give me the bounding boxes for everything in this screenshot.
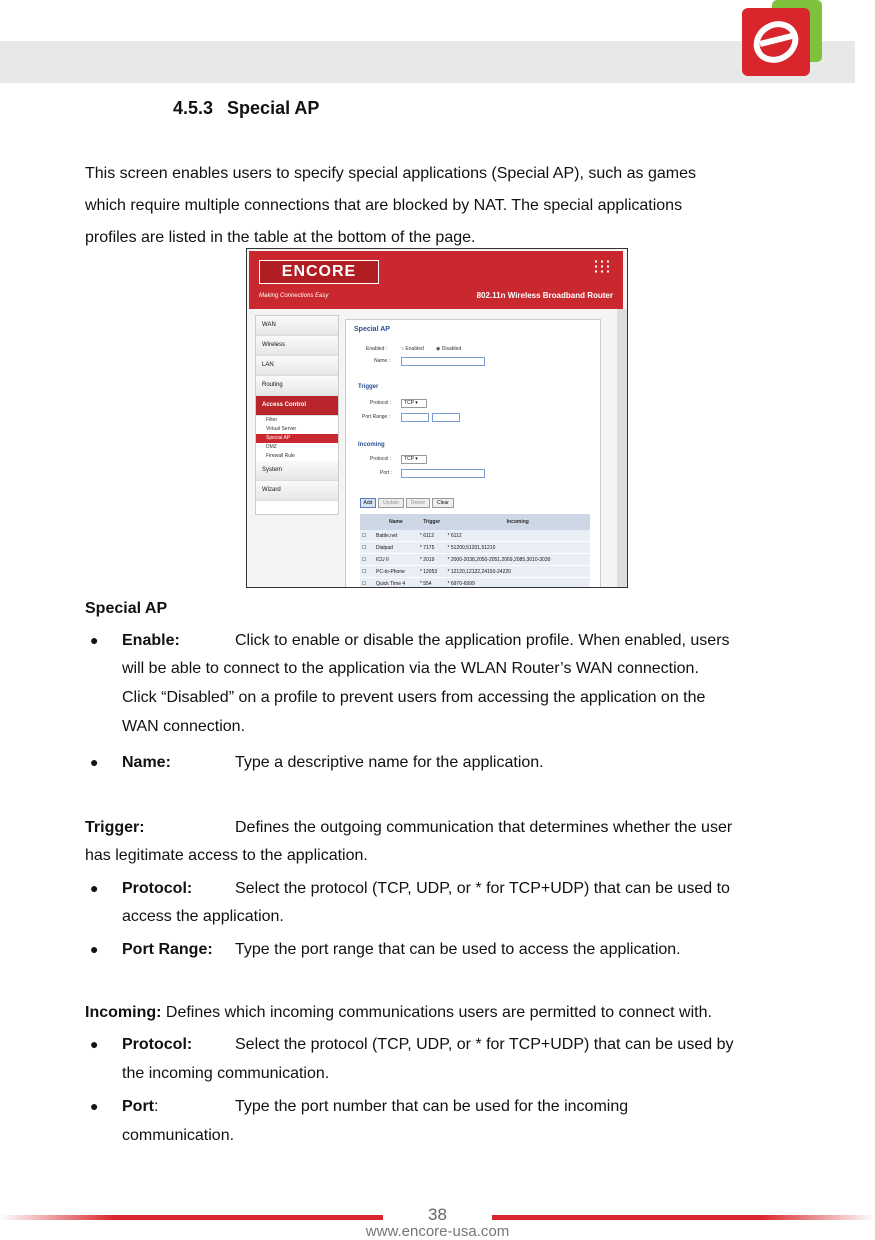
trigger-protocol-select[interactable]: TCP ▾ bbox=[401, 399, 427, 408]
port-range-end-input[interactable] bbox=[432, 413, 460, 422]
bullet-icon: ● bbox=[90, 880, 99, 896]
enable-line-3: Click “Disabled” on a profile to prevent users from accessing the application on the bbox=[122, 689, 706, 706]
bullet-icon: ● bbox=[90, 754, 99, 770]
port-cont: communication. bbox=[122, 1127, 235, 1144]
enable-line-4: WAN connection. bbox=[122, 718, 246, 735]
trigger-cont: has legitimate access to the application. bbox=[85, 847, 368, 864]
incoming-item bbox=[85, 999, 712, 1027]
trigger-protocol-cont: access the application. bbox=[122, 908, 284, 925]
table-row[interactable]: ☐ ICU II * 2019 * 2000-2038,2050-2051,2069,2085,3010-3030 bbox=[360, 554, 590, 566]
intro-line-2: which require multiple connections that are blocked by NAT. The special applications bbox=[85, 197, 683, 214]
screenshot-scrollbar bbox=[617, 309, 627, 587]
router-sidebar bbox=[255, 315, 339, 515]
trigger-protocol-desc: Select the protocol (TCP, UDP, or * for TCP+UDP) that can be used to bbox=[235, 880, 730, 897]
enabled-label: Enabled : bbox=[366, 346, 388, 352]
trigger-term: Trigger: bbox=[85, 819, 145, 836]
nav-wan[interactable]: WAN bbox=[256, 316, 338, 336]
panel-title: Special AP bbox=[354, 326, 390, 333]
nav-routing[interactable]: Routing bbox=[256, 376, 338, 396]
intro-line-1: This screen enables users to specify special applications (Special AP), such as games bbox=[85, 165, 696, 182]
table-row[interactable]: ☐ PC-to-Phone * 12053 * 12120,12122,24150-24220 bbox=[360, 566, 590, 578]
bullet-icon: ● bbox=[90, 941, 99, 957]
clear-button[interactable]: Clear bbox=[432, 498, 454, 508]
name-label: Name : bbox=[374, 358, 391, 364]
name-input[interactable] bbox=[401, 357, 485, 366]
port-range-start-input[interactable] bbox=[401, 413, 429, 422]
header-band bbox=[0, 41, 855, 83]
add-button[interactable]: Add bbox=[360, 498, 376, 508]
subnav-virtual-server[interactable]: Virtual Server bbox=[256, 425, 338, 434]
special-ap-panel bbox=[345, 319, 601, 588]
name-desc: Type a descriptive name for the application. bbox=[235, 754, 544, 771]
section-heading: 4.5.3 Special AP bbox=[173, 98, 320, 118]
row-checkbox[interactable]: ☐ bbox=[360, 554, 374, 566]
port-desc: Type the port number that can be used for the incoming bbox=[235, 1098, 629, 1115]
port-term: Port: bbox=[122, 1098, 159, 1115]
trigger-protocol-label: Protocol : bbox=[370, 400, 392, 406]
row-checkbox[interactable]: ☐ bbox=[360, 530, 374, 542]
port-input[interactable] bbox=[401, 469, 485, 478]
enable-line-2: will be able to connect to the application via the WLAN Router’s WAN connection. bbox=[122, 660, 699, 677]
bullet-icon: ● bbox=[90, 1036, 99, 1052]
subnav-firewall-rule[interactable]: Firewall Rule bbox=[256, 452, 338, 461]
incoming-term: Incoming: bbox=[85, 1004, 162, 1021]
page-number: 38 bbox=[428, 1205, 447, 1224]
enable-term: Enable: bbox=[122, 632, 180, 649]
port-range-desc: Type the port range that can be used to access the application. bbox=[235, 941, 681, 958]
enabled-radio[interactable]: ○ Enabled bbox=[401, 346, 424, 352]
footer-website[interactable]: www.encore-usa.com bbox=[365, 1223, 510, 1240]
col-incoming: Incoming bbox=[446, 514, 590, 530]
special-ap-table bbox=[360, 514, 590, 588]
trigger-protocol-term: Protocol: bbox=[122, 880, 193, 897]
bullet-icon: ● bbox=[90, 632, 99, 648]
port-label: Port : bbox=[380, 470, 392, 476]
incoming-protocol-label: Protocol : bbox=[370, 456, 392, 462]
incoming-protocol-term: Protocol: bbox=[122, 1036, 193, 1053]
port-range-term: Port Range: bbox=[122, 941, 213, 958]
subnav-dmz[interactable]: DMZ bbox=[256, 443, 338, 452]
trigger-section: Trigger bbox=[358, 384, 379, 390]
name-term: Name: bbox=[122, 754, 171, 771]
incoming-section: Incoming bbox=[358, 442, 385, 448]
row-checkbox[interactable]: ☐ bbox=[360, 566, 374, 578]
subnav-special-ap[interactable]: Special AP bbox=[256, 434, 338, 443]
grid-icon bbox=[593, 259, 611, 273]
router-header bbox=[249, 251, 623, 309]
col-name: Name bbox=[374, 514, 418, 530]
incoming-protocol-select[interactable]: TCP ▾ bbox=[401, 455, 427, 464]
intro-line-3: profiles are listed in the table at the bottom of the page. bbox=[85, 229, 476, 246]
router-tagline: Making Connections Easy bbox=[259, 293, 329, 299]
delete-button[interactable]: Delete bbox=[406, 498, 430, 508]
nav-wireless[interactable]: Wireless bbox=[256, 336, 338, 356]
update-button[interactable]: Update bbox=[378, 498, 404, 508]
special-ap-heading: Special AP bbox=[85, 600, 168, 617]
port-range-label: Port Range : bbox=[362, 414, 391, 420]
router-brand: ENCORE bbox=[259, 260, 379, 284]
nav-wizard[interactable]: Wizard bbox=[256, 481, 338, 501]
bullet-icon: ● bbox=[90, 1098, 99, 1114]
trigger-desc: Defines the outgoing communication that determines whether the user bbox=[235, 819, 733, 836]
subnav-filter[interactable]: Filter bbox=[256, 416, 338, 425]
incoming-protocol-cont: the incoming communication. bbox=[122, 1065, 330, 1082]
table-row[interactable]: ☐ Battle.net * 6112 * 6112 bbox=[360, 530, 590, 542]
table-row[interactable]: ☐ Quick Time 4 * 554 * 6970-6999 bbox=[360, 578, 590, 589]
incoming-desc: Defines which incoming communications users are permitted to connect with. bbox=[165, 1004, 712, 1021]
col-trigger: Trigger bbox=[418, 514, 446, 530]
incoming-protocol-desc: Select the protocol (TCP, UDP, or * for TCP+UDP) that can be used by bbox=[235, 1036, 734, 1053]
encore-logo-icon bbox=[742, 0, 824, 78]
router-screenshot bbox=[246, 248, 628, 588]
disabled-radio[interactable]: ◉ Disabled bbox=[436, 346, 462, 352]
router-name: 802.11n Wireless Broadband Router bbox=[476, 291, 613, 300]
table-row[interactable]: ☐ Dialpad * 7175 * 51200,51201,51210 bbox=[360, 542, 590, 554]
row-checkbox[interactable]: ☐ bbox=[360, 578, 374, 589]
row-checkbox[interactable]: ☐ bbox=[360, 542, 374, 554]
nav-lan[interactable]: LAN bbox=[256, 356, 338, 376]
enable-desc: Click to enable or disable the application profile. When enabled, users bbox=[235, 632, 730, 649]
nav-access-control[interactable]: Access Control bbox=[256, 396, 338, 416]
nav-system[interactable]: System bbox=[256, 461, 338, 481]
